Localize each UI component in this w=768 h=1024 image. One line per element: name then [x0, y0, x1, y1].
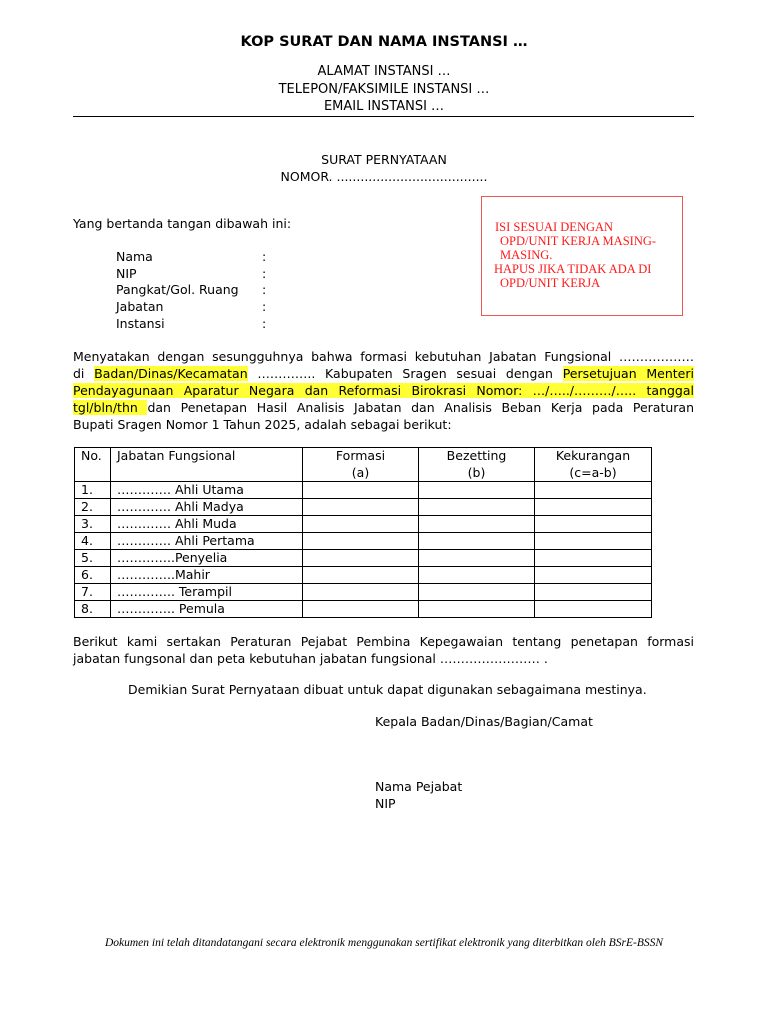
e-signature-footer: Dokumen ini telah ditandatangani secara elektronik menggunakan sertifikat elektronik yang diterbitkan oleh BSrE-BSSN [104, 937, 664, 949]
table-row [75, 533, 652, 550]
cell-formasi [303, 516, 419, 533]
statement-line [73, 400, 694, 417]
table-row [75, 584, 652, 601]
cell-bezetting [419, 499, 535, 516]
closing-text: Demikian Surat Pernyataan dibuat untuk dapat digunakan sebagaimana mestinya. [128, 682, 647, 697]
note-line: MASING. [500, 248, 553, 262]
field-colon: : [262, 316, 267, 331]
cell-bezetting [419, 601, 535, 618]
table-header-row [75, 448, 652, 482]
table-row [75, 567, 652, 584]
cell-bezetting [419, 584, 535, 601]
cell-no: 6. [75, 567, 111, 584]
field-colon: : [262, 282, 267, 297]
field-colon: : [262, 249, 267, 264]
table-row [75, 499, 652, 516]
cell-kekurangan [535, 499, 652, 516]
statement-text: di [73, 366, 95, 381]
letterhead-divider [73, 116, 694, 117]
cell-kekurangan [535, 567, 652, 584]
cell-bezetting [419, 567, 535, 584]
letter-type: SURAT PERNYATAAN [321, 152, 447, 167]
col-header-bezetting: Bezetting (b) [419, 448, 535, 482]
cell-jabatan: ………….. Pemula [111, 601, 303, 618]
field-colon: : [262, 299, 267, 314]
letterhead-phone: TELEPON/FAKSIMILE INSTANSI … [278, 82, 490, 97]
statement-line [73, 383, 694, 400]
cell-no: 3. [75, 516, 111, 533]
highlight-nomor: Pendayagunaan Aparatur Negara dan Reformasi Birokrasi Nomor: …/…../………/….. tanggal [73, 383, 694, 398]
table-row [75, 516, 652, 533]
note-line: OPD/UNIT KERJA [500, 276, 601, 290]
highlight-tanggal: tgl/bln/thn [73, 400, 148, 415]
signature-nip: NIP [375, 796, 396, 811]
cell-kekurangan [535, 516, 652, 533]
cell-kekurangan [535, 584, 652, 601]
highlight-instansi: Badan/Dinas/Kecamatan [94, 366, 248, 381]
statement-line: Menyatakan dengan sesungguhnya bahwa formasi kebutuhan Jabatan Fungsional ……………… [73, 349, 694, 364]
cell-no: 5. [75, 550, 111, 567]
field-label-jabatan: Jabatan [116, 299, 164, 314]
instruction-note-box [481, 196, 683, 316]
col-header-no: No. [75, 448, 111, 482]
col-header-formasi: Formasi (a) [303, 448, 419, 482]
cell-kekurangan [535, 533, 652, 550]
attachment-paragraph [73, 634, 694, 668]
letter-number: NOMOR. ...................................... [280, 169, 488, 184]
cell-no: 8. [75, 601, 111, 618]
statement-paragraph [73, 349, 694, 434]
cell-bezetting [419, 482, 535, 499]
cell-jabatan: …………..Penyelia [111, 550, 303, 567]
cell-bezetting [419, 533, 535, 550]
note-line: OPD/UNIT KERJA MASING- [500, 234, 657, 248]
table-row [75, 550, 652, 567]
cell-no: 2. [75, 499, 111, 516]
cell-formasi [303, 482, 419, 499]
letterhead-address: ALAMAT INSTANSI … [317, 64, 451, 79]
cell-jabatan: ………….. Terampil [111, 584, 303, 601]
note-line: ISI SESUAI DENGAN [495, 220, 614, 234]
cell-jabatan: …………. Ahli Utama [111, 482, 303, 499]
cell-kekurangan [535, 550, 652, 567]
statement-line: Bupati Sragen Nomor 1 Tahun 2025, adalah sebagai berikut: [73, 417, 452, 432]
formasi-table [74, 447, 652, 618]
attachment-line: Berikut kami sertakan Peraturan Pejabat Pembina Kepegawaian tentang penetapan formasi [73, 634, 694, 649]
highlight-persetujuan: Persetujuan Menteri [562, 366, 694, 381]
table-row [75, 482, 652, 499]
field-label-nama: Nama [116, 249, 153, 264]
cell-jabatan: …………. Ahli Muda [111, 516, 303, 533]
intro-text: Yang bertanda tangan dibawah ini: [73, 216, 292, 231]
cell-bezetting [419, 550, 535, 567]
field-colon: : [262, 266, 267, 281]
cell-no: 7. [75, 584, 111, 601]
cell-bezetting [419, 516, 535, 533]
col-header-kekurangan: Kekurangan (c=a-b) [535, 448, 652, 482]
cell-formasi [303, 601, 419, 618]
cell-formasi [303, 533, 419, 550]
statement-line [73, 366, 694, 383]
statement-text: dan Penetapan Hasil Analisis Jabatan dan Analisis Beban Kerja pada Peraturan [147, 400, 695, 415]
cell-jabatan: …………..Mahir [111, 567, 303, 584]
cell-formasi [303, 499, 419, 516]
field-label-nip: NIP [116, 266, 137, 281]
cell-kekurangan [535, 482, 652, 499]
cell-jabatan: …………. Ahli Madya [111, 499, 303, 516]
letterhead-email: EMAIL INSTANSI … [323, 99, 445, 114]
signature-name: Nama Pejabat [375, 779, 463, 794]
cell-formasi [303, 584, 419, 601]
cell-kekurangan [535, 601, 652, 618]
note-line: HAPUS JIKA TIDAK ADA DI [494, 262, 652, 276]
col-header-jabatan: Jabatan Fungsional [111, 448, 303, 482]
attachment-line: jabatan fungsonal dan peta kebutuhan jabatan fungsional …………………… . [73, 651, 548, 666]
table-row [75, 601, 652, 618]
field-label-instansi: Instansi [116, 316, 165, 331]
cell-no: 1. [75, 482, 111, 499]
cell-formasi [303, 550, 419, 567]
letterhead-title: KOP SURAT DAN NAMA INSTANSI … [240, 34, 528, 50]
cell-no: 4. [75, 533, 111, 550]
statement-text: ………….. Kabupaten Sragen sesuai dengan [247, 366, 563, 381]
field-label-pangkat: Pangkat/Gol. Ruang [116, 282, 239, 297]
signature-position: Kepala Badan/Dinas/Bagian/Camat [375, 714, 593, 729]
cell-jabatan: …………. Ahli Pertama [111, 533, 303, 550]
cell-formasi [303, 567, 419, 584]
